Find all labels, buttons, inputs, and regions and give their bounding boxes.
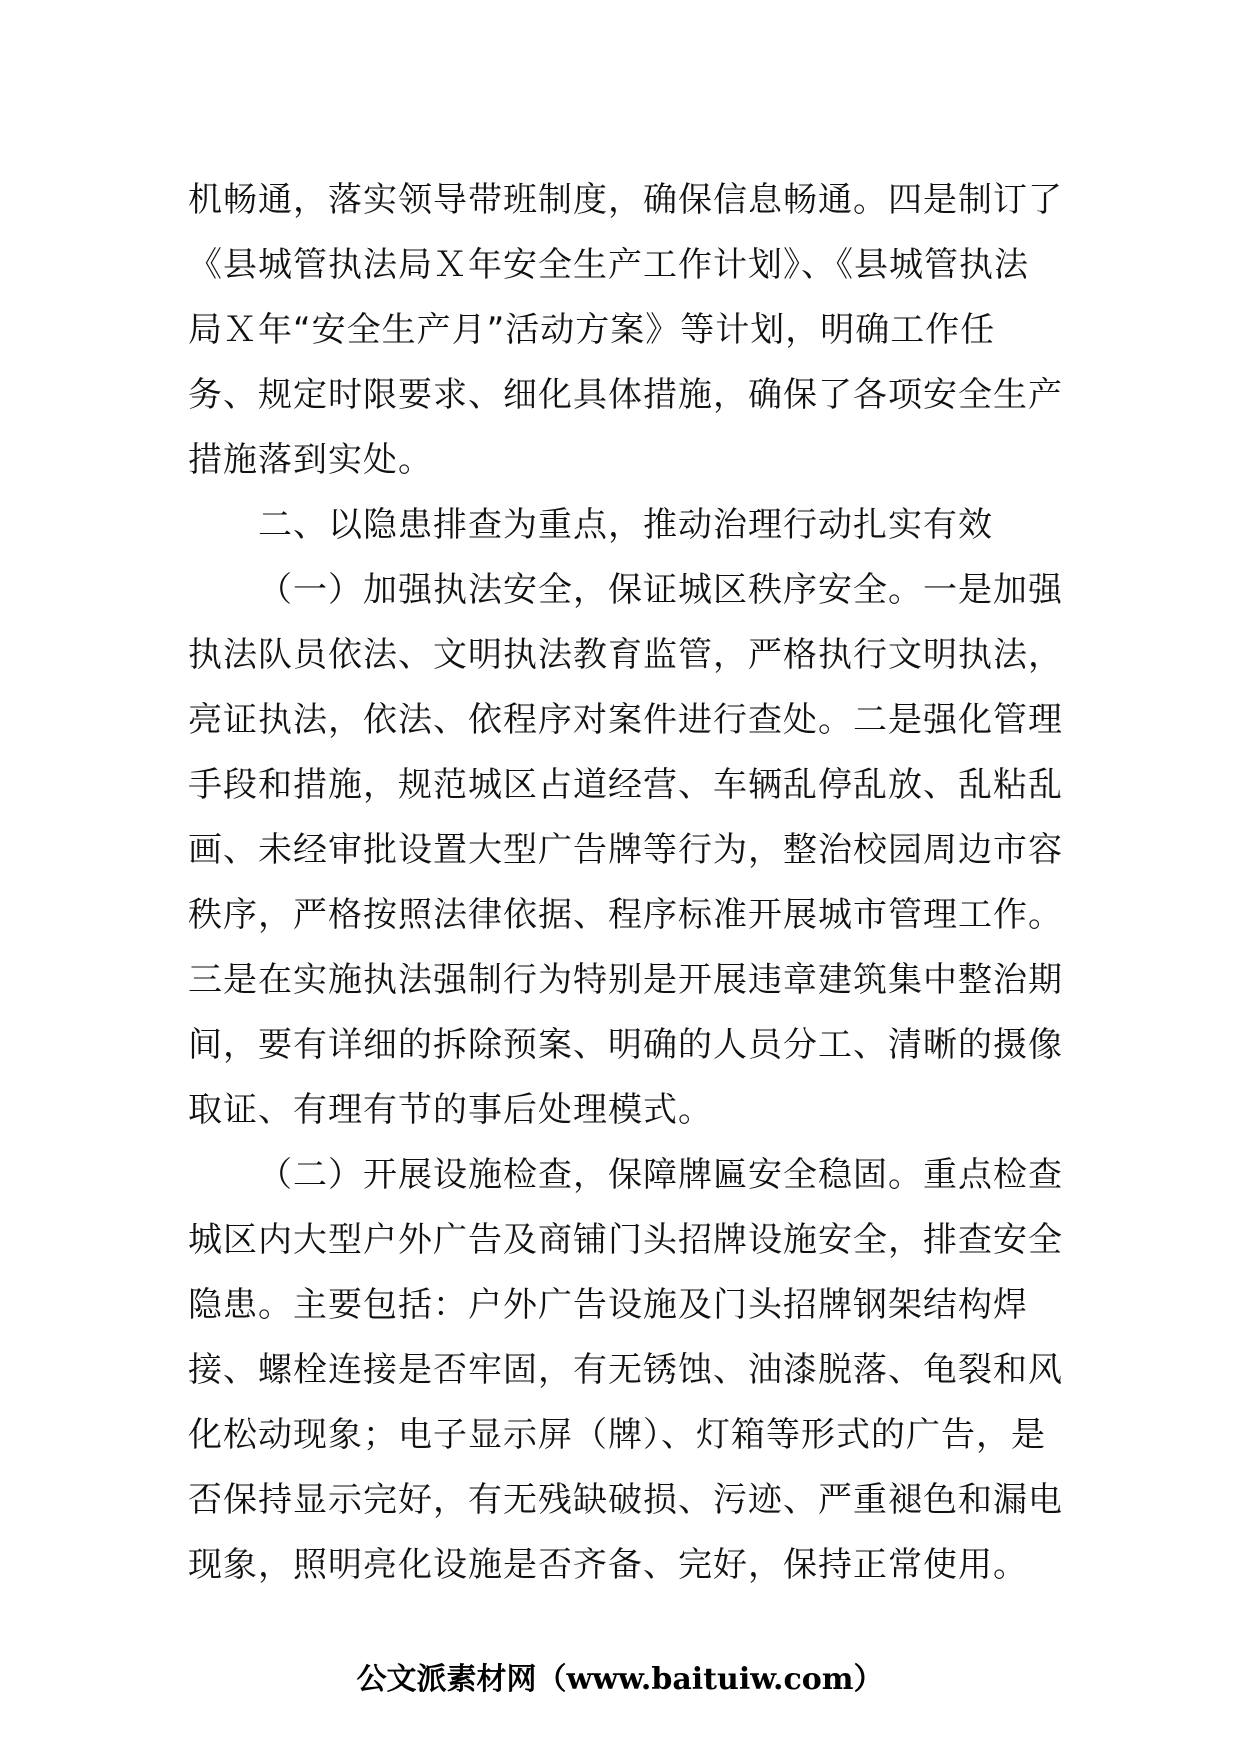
paragraph-line: 隐患。主要包括：户外广告设施及门头招牌钢架结构焊	[188, 1285, 1028, 1325]
paragraph-line: 务、规定时限要求、细化具体措施，确保了各项安全生产	[188, 375, 1063, 415]
paragraph-line: （二）开展设施检查，保障牌匾安全稳固。重点检查	[258, 1155, 1063, 1195]
paragraph-line: 画、未经审批设置大型广告牌等行为，整治校园周边市容	[188, 830, 1063, 870]
paragraph-line: 秩序，严格按照法律依据、程序标准开展城市管理工作。	[188, 895, 1063, 935]
paragraph-line: 化松动现象；电子显示屏（牌）、灯箱等形式的广告，是	[188, 1415, 1046, 1455]
paragraph-line: 否保持显示完好，有无残缺破损、污迹、严重褪色和漏电	[188, 1480, 1063, 1520]
paragraph-line: 局Ｘ年“安全生产月”活动方案》等计划，明确工作任	[188, 310, 996, 350]
paragraph-line: 城区内大型户外广告及商铺门头招牌设施安全，排查安全	[188, 1220, 1063, 1260]
paragraph-line: 《县城管执法局Ｘ年安全生产工作计划》、《县城管执法	[188, 245, 1029, 285]
paragraph-line: 三是在实施执法强制行为特别是开展违章建筑集中整治期	[188, 960, 1063, 1000]
paragraph-line: 手段和措施，规范城区占道经营、车辆乱停乱放、乱粘乱	[188, 765, 1063, 805]
paragraph-line: （一）加强执法安全，保证城区秩序安全。一是加强	[258, 570, 1063, 610]
paragraph-line: 机畅通，落实领导带班制度，确保信息畅通。四是制订了	[188, 180, 1063, 220]
footer-source: 公文派素材网（www.baituiw.com）	[356, 1662, 884, 1697]
paragraph-line: 接、螺栓连接是否牢固，有无锈蚀、油漆脱落、龟裂和风	[188, 1350, 1063, 1390]
paragraph-line: 取证、有理有节的事后处理模式。	[188, 1090, 713, 1130]
paragraph-line: 间，要有详细的拆除预案、明确的人员分工、清晰的摄像	[188, 1025, 1063, 1065]
paragraph-line: 措施落到实处。	[188, 440, 433, 480]
paragraph-line: 亮证执法，依法、依程序对案件进行查处。二是强化管理	[188, 700, 1063, 740]
paragraph-line: 执法队员依法、文明执法教育监管，严格执行文明执法，	[188, 635, 1063, 675]
section-heading: 二、以隐患排查为重点，推动治理行动扎实有效	[258, 505, 993, 545]
paragraph-line: 现象，照明亮化设施是否齐备、完好，保持正常使用。	[188, 1545, 1028, 1585]
